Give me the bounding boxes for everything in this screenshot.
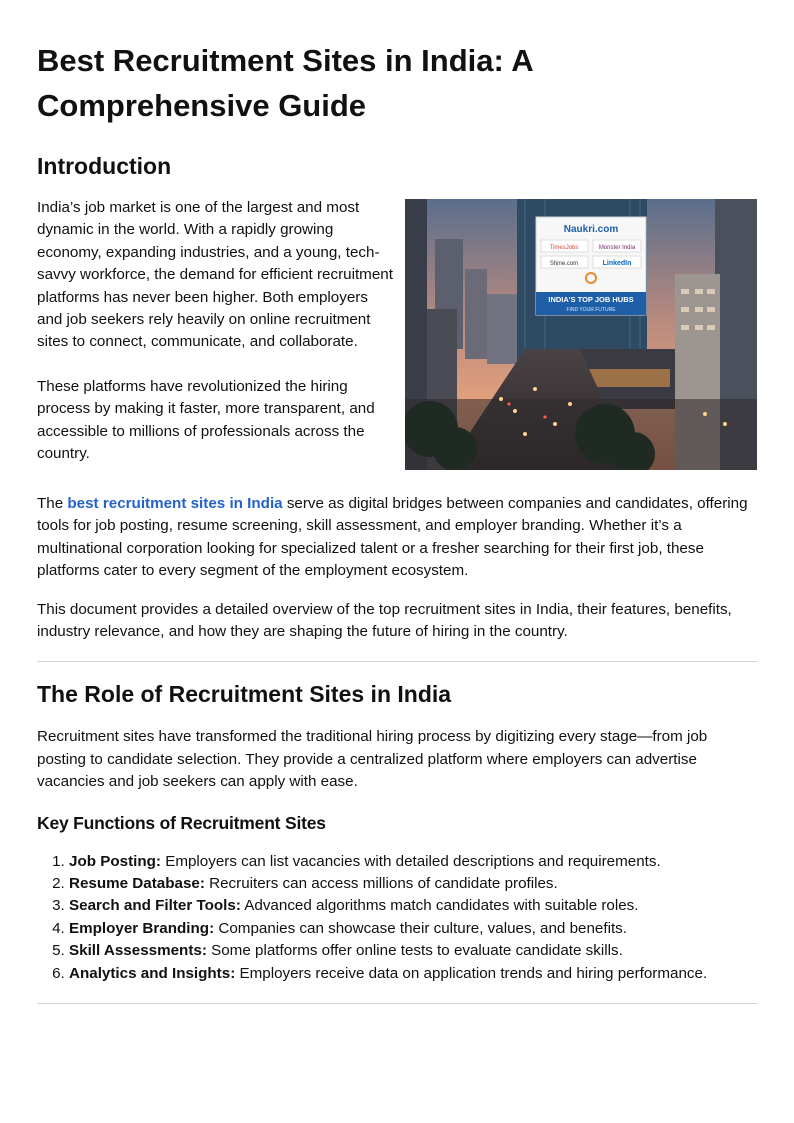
best-recruitment-sites-link[interactable]: best recruitment sites in India	[67, 495, 283, 512]
billboard-banner-title: INDIA'S TOP JOB HUBS	[548, 295, 634, 304]
intro-paragraph-2: These platforms have revolutionized the hiring process by making it faster, more transparent, and accessible to millions of professionals across the country.	[37, 377, 375, 463]
list-item	[69, 918, 757, 940]
key-functions-heading: Key Functions of Recruitment Sites	[37, 812, 326, 833]
paragraph-3-body-text: serve as digital bridges between companies and candidates, offering tools for job posting, resume screening, skill assessment, and employer branding. Whether it’s a multinational corporation looking for specialized talent or a fresher searching for their first job, these platforms cater to every segment of the employment ecosystem.	[37, 495, 748, 580]
list-item-term: Employer Branding:	[69, 919, 215, 937]
list-item-description: Some platforms offer online tests to evaluate candidate skills.	[206, 942, 623, 960]
list-item-term: Analytics and Insights:	[69, 964, 236, 982]
list-item-description: Recruiters can access millions of candidate profiles.	[204, 875, 558, 893]
intro-paragraph-1: India’s job market is one of the largest and most dynamic in the world. With a rapidly growing economy, expanding industries, and a young, tech-savvy workforce, the demand for efficient recruitment platforms has never been higher. Both employers and job seekers rely heavily on online recruitment sites to connect, communicate, and collaborate.	[37, 199, 393, 351]
list-item	[69, 963, 757, 985]
intro-paragraph-4: This document provides a detailed overview of the top recruitment sites in India, their features, benefits, industry relevance, and how they are shaping the future of hiring in the country.	[37, 600, 732, 641]
introduction-heading: Introduction	[37, 153, 172, 179]
list-item-description: Advanced algorithms match candidates with suitable roles.	[240, 897, 639, 915]
intro-text	[37, 197, 393, 465]
billboard-logo-shine: Shine.com	[549, 261, 579, 267]
list-item-term: Skill Assessments:	[69, 942, 207, 960]
billboard-logo-linkedin: LinkedIn	[602, 260, 632, 267]
list-item	[69, 851, 757, 873]
list-item-term: Search and Filter Tools:	[69, 897, 241, 915]
list-item	[69, 873, 757, 895]
list-item-description: Employers can list vacancies with detailed descriptions and requirements.	[160, 852, 661, 870]
paragraph-3-lead-text: The	[37, 495, 68, 512]
list-item-description: Companies can showcase their culture, values, and benefits.	[214, 919, 627, 937]
city-billboard-photo	[405, 199, 757, 470]
page-title: Best Recruitment Sites in India: A Comprehensive Guide	[37, 43, 533, 123]
intro-section	[37, 197, 757, 487]
key-functions-list	[37, 851, 757, 985]
role-section-heading: The Role of Recruitment Sites in India	[37, 681, 452, 708]
section-divider	[37, 1003, 757, 1004]
list-item-term: Job Posting:	[69, 852, 161, 870]
billboard-logo-timesjobs: TimesJobs	[549, 245, 579, 251]
list-item-description: Employers receive data on application trends and hiring performance.	[235, 964, 708, 982]
section-divider	[37, 661, 757, 662]
list-item	[69, 895, 757, 917]
intro-paragraph-3	[37, 493, 757, 583]
role-paragraph: Recruitment sites have transformed the traditional hiring process by digitizing every stage—from job posting to candidate selection. They provide a centralized platform where employers can advertise vacancies and job seekers can apply with ease.	[37, 728, 708, 791]
list-item	[69, 940, 757, 962]
billboard-naukri-text: Naukri.com	[563, 224, 619, 235]
billboard-logo-monster: Monster India	[598, 245, 636, 251]
list-item-term: Resume Database:	[69, 875, 205, 893]
billboard-banner-subtitle: FIND YOUR FUTURE	[566, 307, 616, 313]
